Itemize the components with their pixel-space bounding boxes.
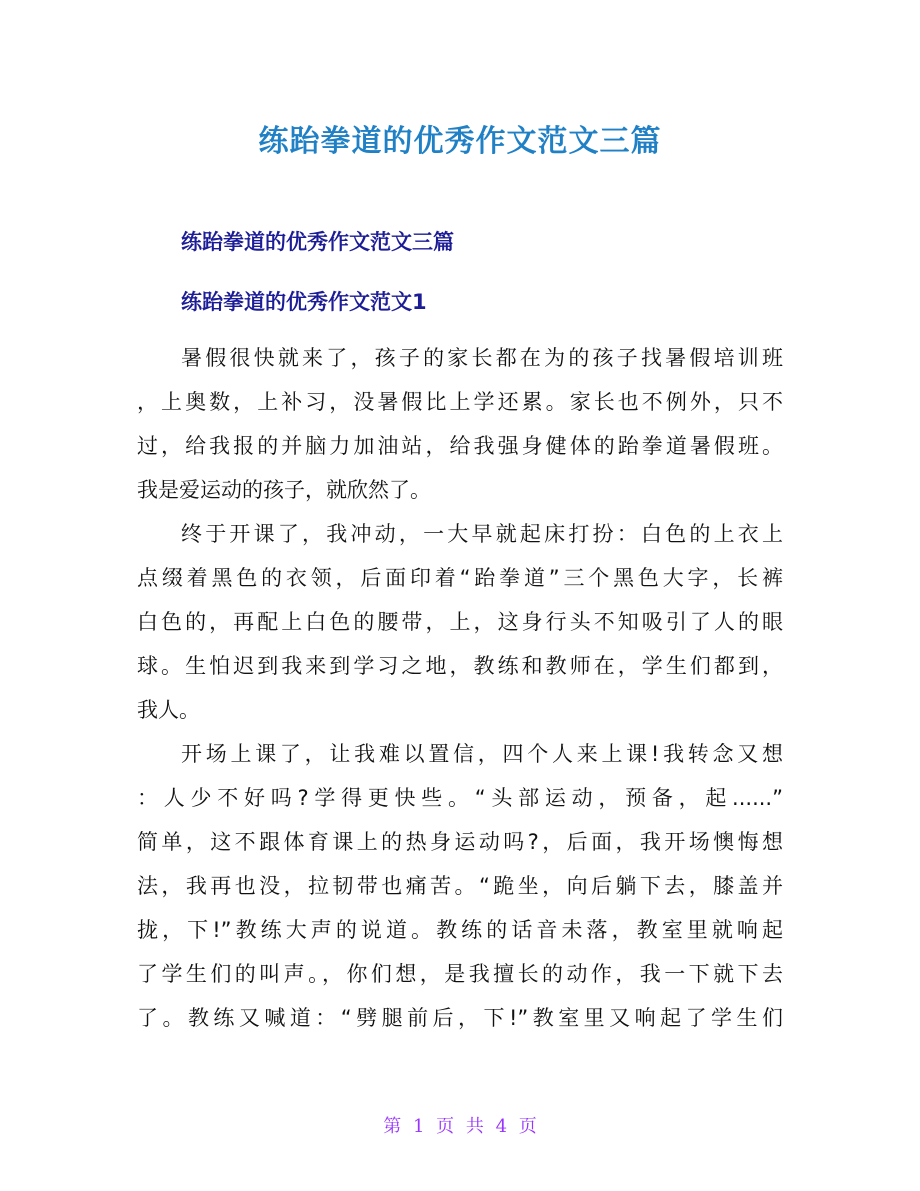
- text-line: 法，我再也没，拉韧带也痛苦。“跪坐，向后躺下去，膝盖并: [137, 874, 783, 898]
- section-heading: 练跆拳道的优秀作文范文1: [181, 290, 427, 314]
- page-number: 第 1 页 共 4 页: [383, 1116, 537, 1137]
- text-line: 拢，下!”教练大声的说道。教练的话音未落，教室里就响起: [137, 918, 783, 942]
- text-line: 了。教练又喊道：“劈腿前后，下!”教室里又响起了学生们: [137, 1006, 783, 1030]
- text-line: 白色的，再配上白色的腰带，上，这身行头不知吸引了人的眼: [137, 610, 783, 634]
- text-line: 点缀着黑色的衣领，后面印着“跆拳道”三个黑色大字，长裤: [137, 566, 783, 590]
- paragraph: [137, 512, 783, 732]
- text-line: 终于开课了，我冲动，一大早就起床打扮：白色的上衣上: [181, 522, 783, 546]
- subtitle-heading: 练跆拳道的优秀作文范文三篇: [181, 230, 454, 254]
- text-line: 开场上课了，让我难以置信，四个人来上课!我转念又想: [181, 742, 783, 766]
- text-line: 球。生怕迟到我来到学习之地，教练和教师在，学生们都到，: [137, 654, 783, 678]
- text-line: 过，给我报的并脑力加油站，给我强身健体的跆拳道暑假班。: [137, 434, 783, 458]
- text-line: 简单，这不跟体育课上的热身运动吗?，后面，我开场懊悔想: [137, 830, 783, 854]
- paragraph: [137, 732, 783, 1040]
- document-body: [137, 336, 783, 1040]
- text-line: ：人少不好吗?学得更快些。“头部运动，预备，起......”: [137, 786, 783, 810]
- text-line: 我人。: [137, 698, 200, 722]
- text-line: 暑假很快就来了，孩子的家长都在为的孩子找暑假培训班: [181, 346, 783, 370]
- text-line: ，上奥数，上补习，没暑假比上学还累。家长也不例外，只不: [137, 390, 783, 414]
- document-title: 练跆拳道的优秀作文范文三篇: [258, 124, 662, 159]
- text-line: 我是爱运动的孩子，就欣然了。: [137, 478, 431, 502]
- paragraph: [137, 336, 783, 512]
- text-line: 了学生们的叫声。，你们想，是我擅长的动作，我一下就下去: [137, 962, 783, 986]
